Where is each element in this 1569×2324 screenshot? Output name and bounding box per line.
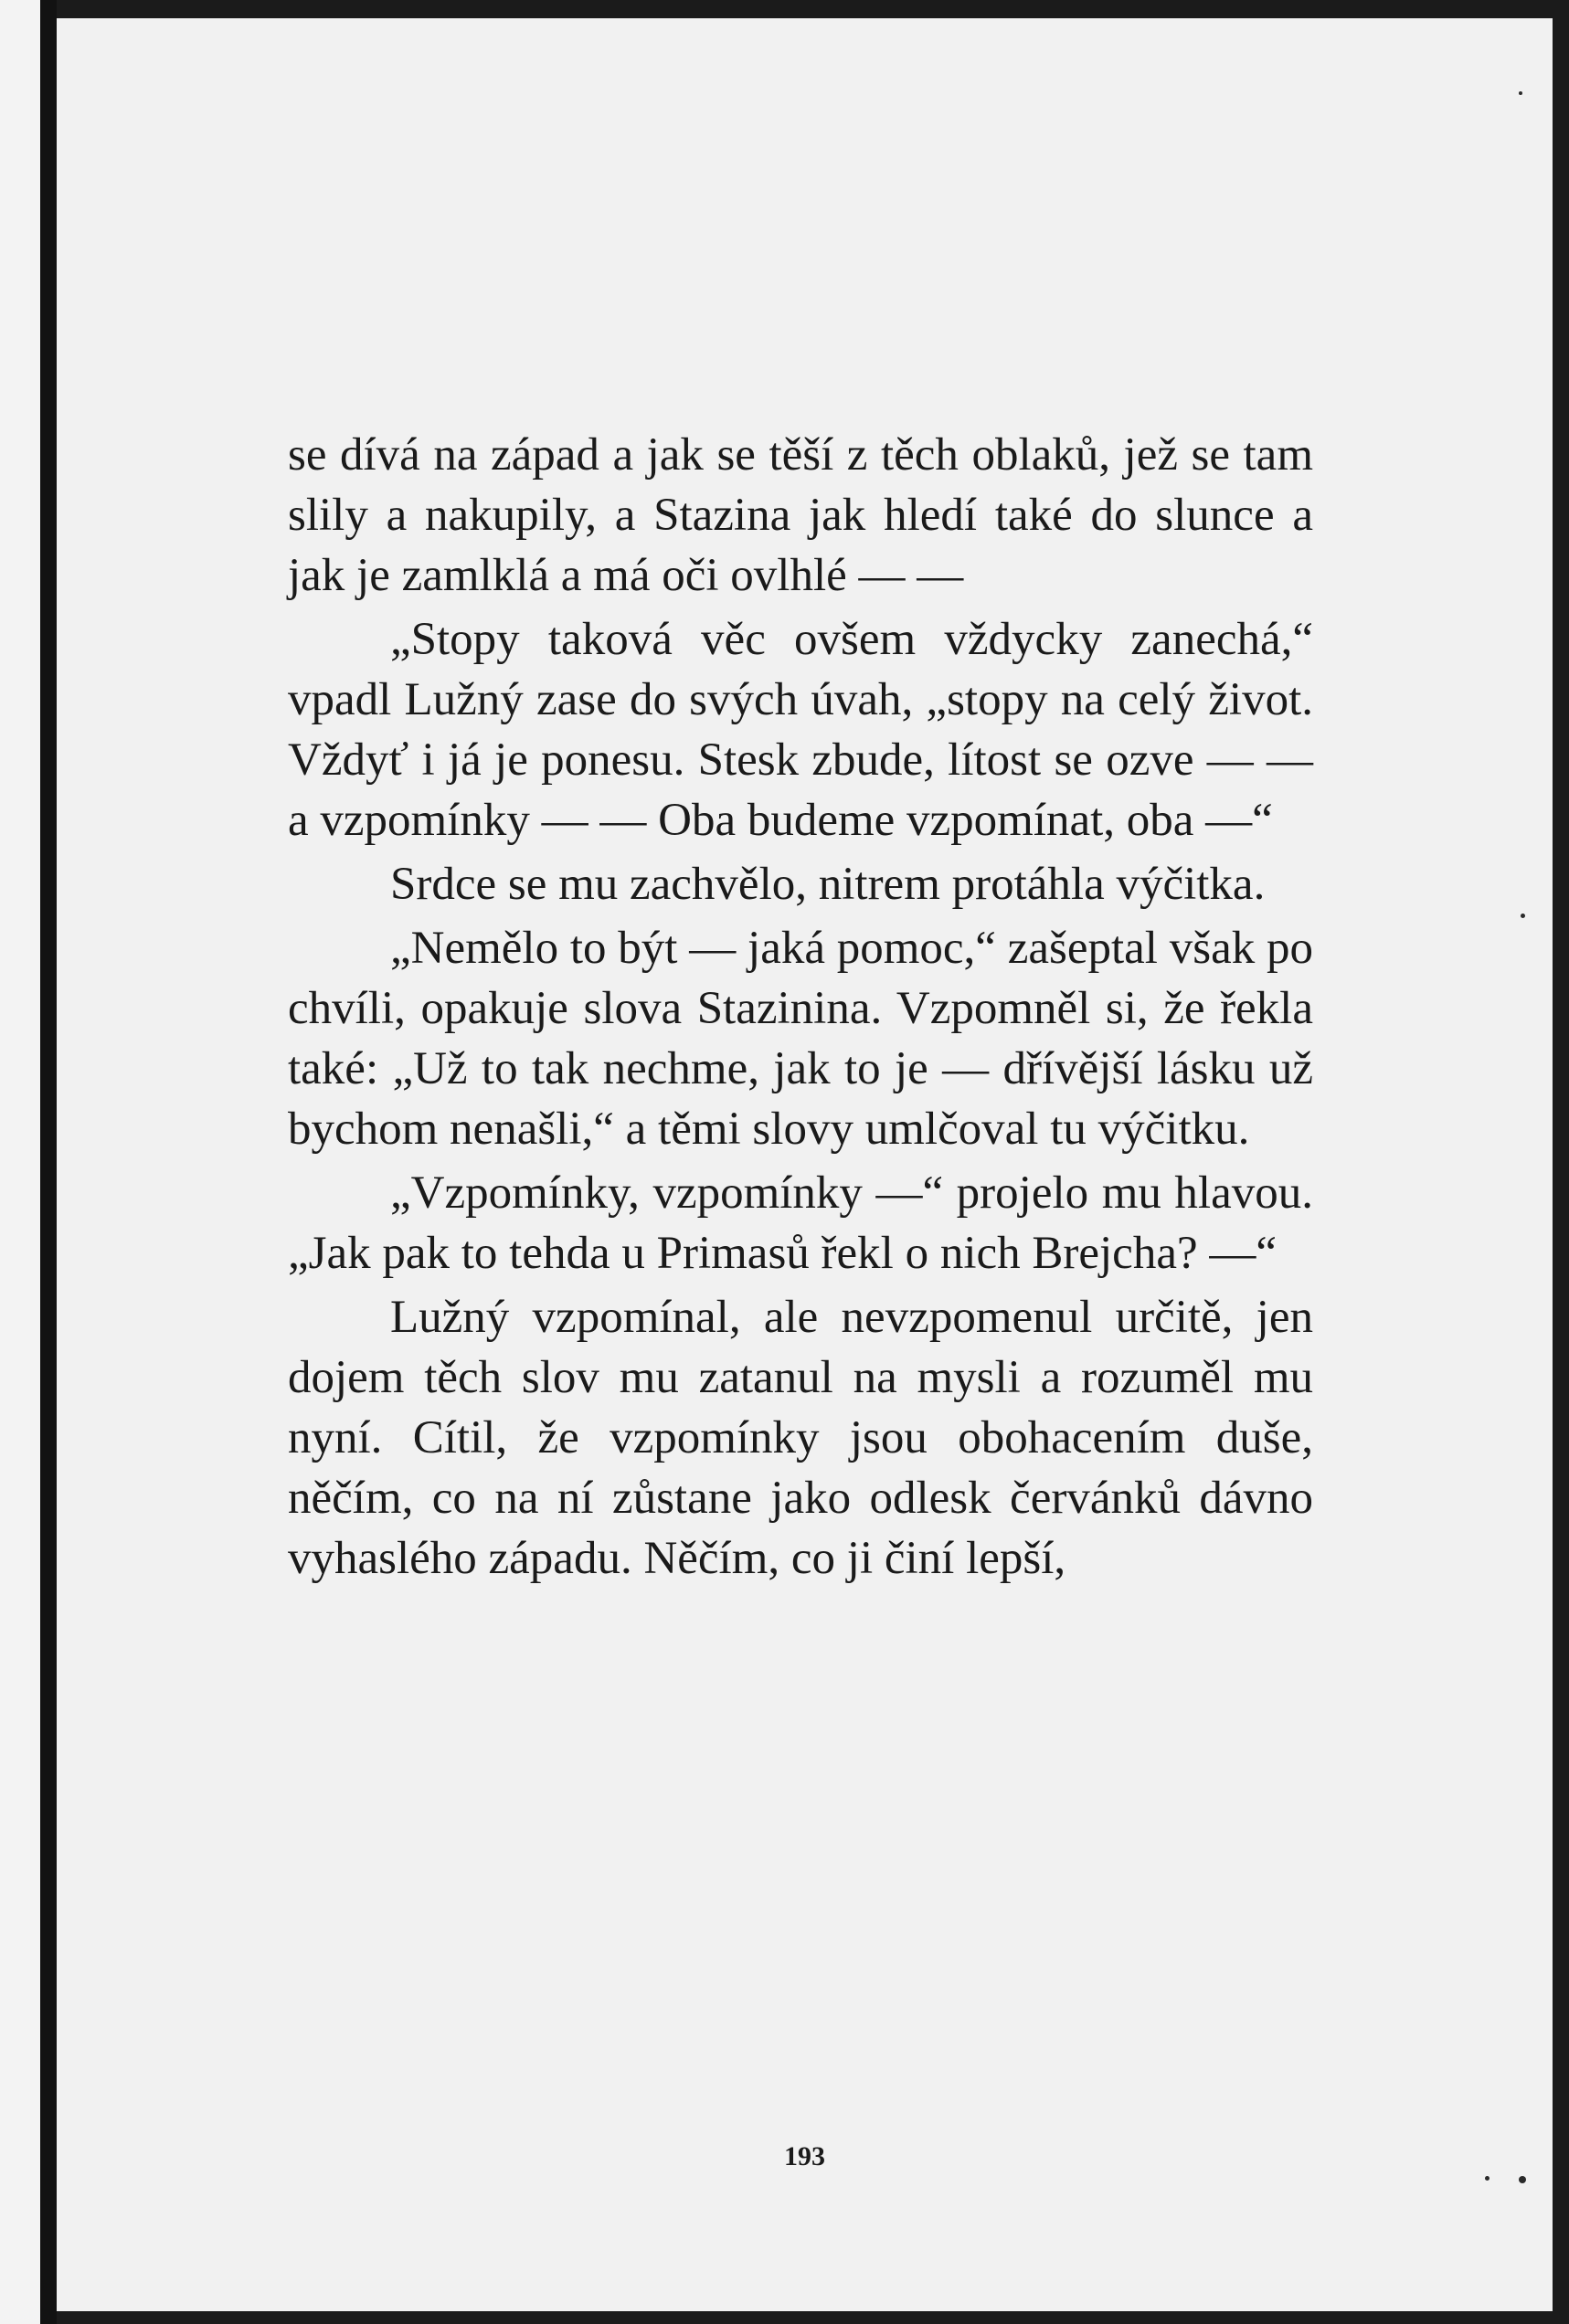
ink-speck [1519, 91, 1522, 95]
paragraph-3: Srdce se mu zachvělo, nitrem protáhla výčitka. [390, 859, 1266, 910]
book-gutter [40, 0, 57, 2324]
ink-speck [1519, 2176, 1526, 2183]
paragraph-6: Lužný vzpomínal, ale nevzpomenul určitě, jen dojem těch slov mu zatanul na mysli a rozuměl mu nyní. Cítil, že vzpomínky jsou obohacením duše, něčím, co na ní zůstane jako odlesk červánků dávno vyhaslého západu. Něčím, co ji činí lepší, [288, 1292, 1313, 1584]
paragraph-1: se dívá na západ a jak se těší z těch oblaků, jež se tam slily a nakupily, a Stazina jak hledí také do slunce a jak je zamlklá a má oči ovlhlé — — [288, 429, 1313, 601]
paragraph-2: „Stopy taková věc ovšem vždycky zanechá,“ vpadl Lužný zase do svých úvah, „stopy na celý život. Vždyť i já je ponesu. Stesk zbude, lítost se ozve — — a vzpomínky — — Oba budeme vzpomínat, oba —“ [288, 614, 1313, 846]
left-page-edge [0, 0, 40, 2324]
ink-speck [1485, 2176, 1489, 2181]
book-page [57, 18, 1553, 2311]
paragraph-4: „Nemělo to být — jaká pomoc,“ zašeptal však po chvíli, opakuje slova Stazinina. Vzpomněl si, že řekla také: „Už to tak nechme, jak to je — dřívější lásku už bychom nenašli,“ a těmi slovy umlčoval tu výčitku. [288, 923, 1313, 1155]
body-text [288, 425, 1313, 1592]
paragraph-5: „Vzpomínky, vzpomínky —“ projelo mu hlavou. „Jak pak to tehda u Primasů řekl o nich Brejcha? —“ [288, 1167, 1313, 1279]
page-number: 193 [784, 2141, 825, 2171]
ink-speck [1521, 914, 1525, 918]
